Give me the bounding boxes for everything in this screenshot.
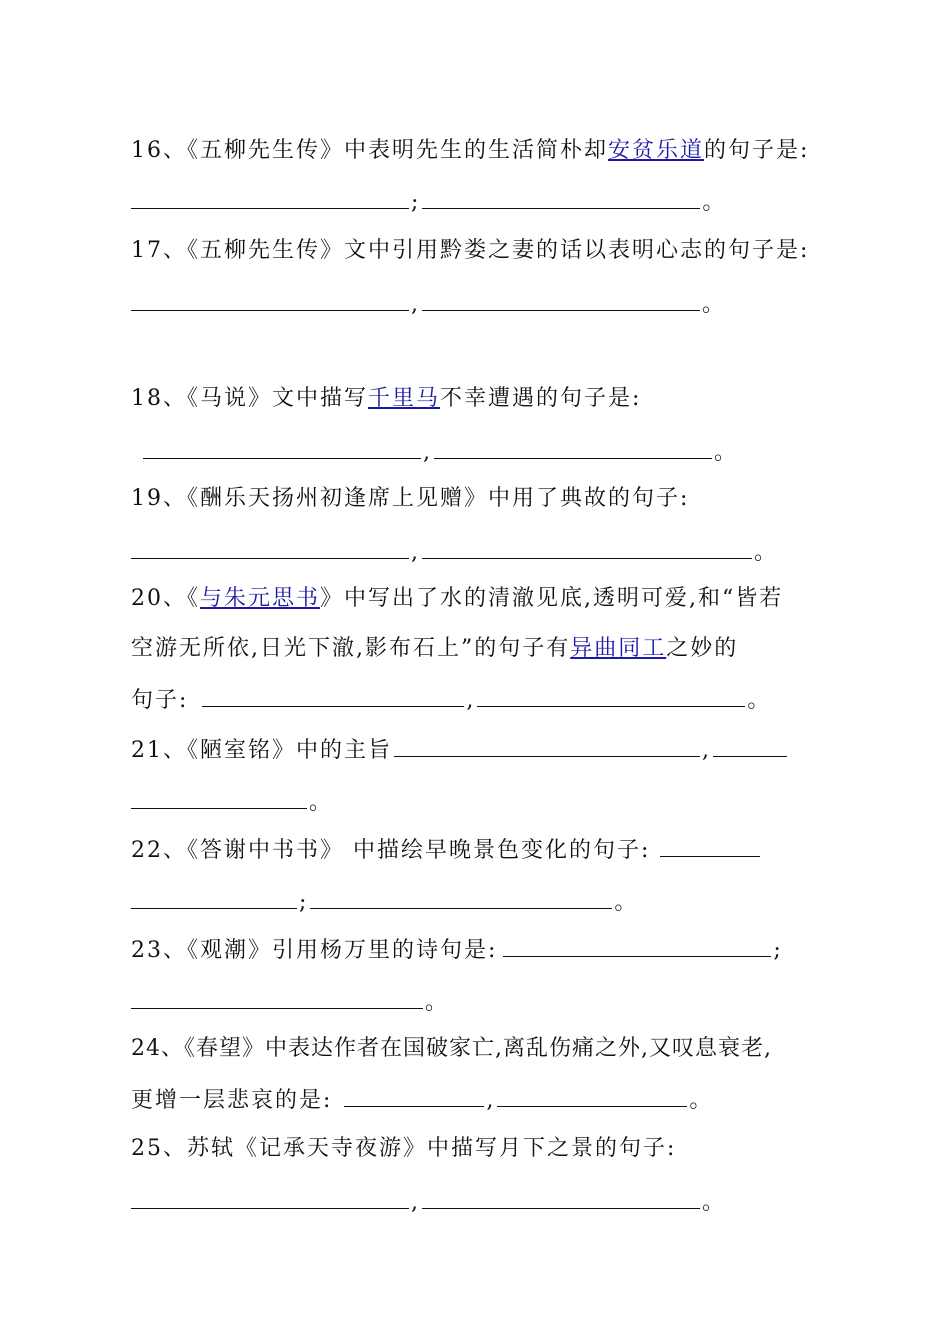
q22-text: 22、《答谢中书书》 中描绘早晚景色变化的句子: [131, 838, 651, 863]
q20-text-line3: 句子: [131, 688, 189, 713]
question-20 [131, 584, 783, 614]
answer-blank[interactable] [477, 684, 745, 707]
question-16 [131, 136, 809, 166]
q21-text: 21、《陋室铭》中的主旨 [131, 738, 392, 763]
answer-17 [131, 288, 726, 320]
separator: , [466, 688, 476, 713]
answer-blank[interactable] [422, 288, 700, 311]
q20-text-line2: 空游无所依,日光下澈,影布石上”的句子有 [131, 636, 571, 661]
answer-blank[interactable] [310, 886, 612, 909]
separator: ; [411, 190, 421, 215]
q24-text-line2: 更增一层悲哀的是: [131, 1088, 333, 1113]
answer-16 [131, 186, 726, 218]
q20-link-idiom[interactable]: 异曲同工 [570, 636, 667, 661]
period: 。 [714, 440, 739, 465]
answer-22 [131, 886, 638, 918]
q24-text: 24、《春望》中表达作者在国破家亡,离乱伤痛之外,又叹息衰老, [131, 1036, 772, 1061]
separator: , [411, 292, 420, 317]
q23-text: 23、《观潮》引用杨万里的诗句是: [131, 938, 498, 963]
separator: , [423, 440, 432, 465]
q16-text-end: 的句子是: [704, 138, 810, 163]
period: 。 [702, 1190, 727, 1215]
answer-blank[interactable] [394, 734, 700, 757]
period: 。 [689, 1088, 714, 1113]
question-18 [131, 384, 641, 414]
question-20-line2 [131, 634, 738, 664]
answer-blank[interactable] [131, 886, 297, 909]
answer-blank[interactable] [497, 1084, 687, 1107]
question-25 [131, 1134, 676, 1164]
q16-text: 《五柳先生传》中表明先生的生活简朴却 [187, 138, 609, 163]
answer-blank[interactable] [660, 834, 760, 857]
separator: ; [299, 890, 309, 915]
answer-blank[interactable] [131, 536, 409, 559]
q16-number: 16、 [131, 138, 187, 163]
answer-blank[interactable] [434, 436, 712, 459]
q18-link[interactable]: 千里马 [368, 386, 441, 411]
question-21 [131, 734, 789, 766]
question-19 [131, 484, 689, 514]
q25-text: 25、苏轼《记承天寺夜游》中描写月下之景的句子: [131, 1136, 677, 1161]
answer-21 [131, 786, 333, 818]
answer-blank[interactable] [131, 1186, 409, 1209]
answer-blank[interactable] [131, 986, 423, 1009]
q17-text: 17、《五柳先生传》文中引用黔娄之妻的话以表明心志的句子是: [131, 238, 810, 263]
separator: ; [773, 938, 783, 963]
period: 。 [702, 292, 727, 317]
period: 。 [614, 890, 639, 915]
answer-blank[interactable] [422, 536, 752, 559]
separator: , [702, 738, 711, 763]
answer-blank[interactable] [344, 1084, 484, 1107]
answer-blank[interactable] [503, 934, 771, 957]
separator: , [486, 1088, 496, 1113]
separator: , [411, 540, 420, 565]
answer-blank[interactable] [131, 186, 409, 209]
answer-blank[interactable] [202, 684, 464, 707]
q20-text-line2-end: 之妙的 [666, 636, 739, 661]
period: 。 [747, 688, 772, 713]
q16-link[interactable]: 安贫乐道 [608, 138, 705, 163]
answer-blank[interactable] [131, 786, 307, 809]
answer-19 [131, 536, 778, 568]
q18-text: 18、《马说》文中描写 [131, 386, 368, 411]
question-22 [131, 834, 762, 866]
question-24 [131, 1034, 772, 1064]
period: 。 [309, 790, 334, 815]
separator: , [411, 1190, 420, 1215]
period: 。 [702, 190, 727, 215]
answer-23 [131, 986, 449, 1018]
q19-text: 19、《酬乐天扬州初逢席上见赠》中用了典故的句子: [131, 486, 690, 511]
question-17 [131, 236, 809, 266]
answer-20 [131, 684, 771, 716]
answer-blank[interactable] [713, 734, 787, 757]
answer-25 [131, 1186, 726, 1218]
q20-text: 20、《 [131, 586, 200, 611]
answer-blank[interactable] [143, 436, 421, 459]
answer-blank[interactable] [422, 1186, 700, 1209]
period: 。 [754, 540, 779, 565]
period: 。 [425, 990, 450, 1015]
question-23 [131, 934, 783, 966]
q18-text-end: 不幸遭遇的句子是: [440, 386, 642, 411]
answer-blank[interactable] [422, 186, 700, 209]
q20-link-title[interactable]: 与朱元思书 [200, 586, 321, 611]
answer-18 [143, 436, 738, 468]
q20-text-mid: 》中写出了水的清澈见底,透明可爱,和“皆若 [320, 586, 784, 611]
answer-blank[interactable] [131, 288, 409, 311]
answer-24 [131, 1084, 713, 1116]
